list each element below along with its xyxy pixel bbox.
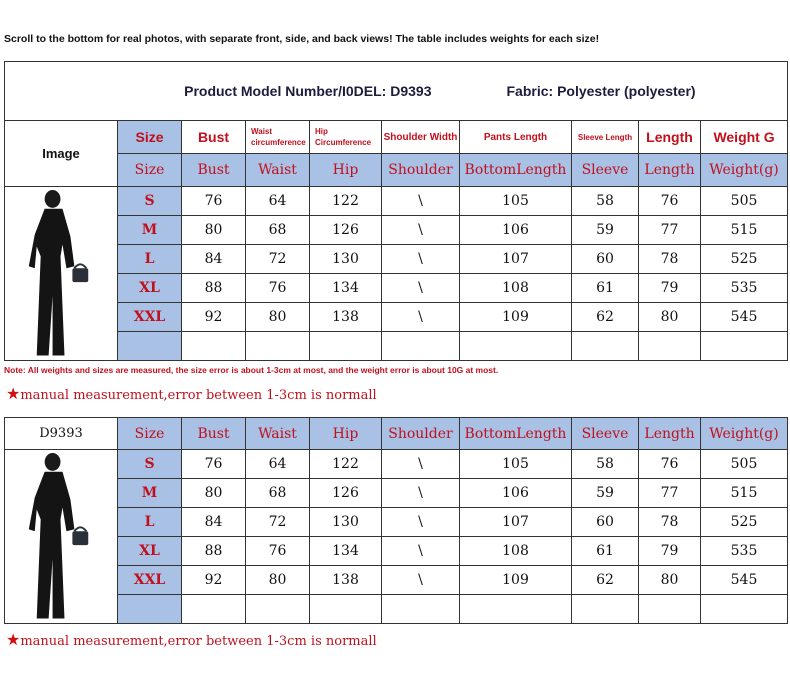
- bust-cell: 92: [182, 303, 246, 332]
- empty-cell: [460, 595, 572, 624]
- bottom-length-cell: 106: [460, 479, 572, 508]
- measurement-note: Note: All weights and sizes are measured, the size error is about 1-3cm at most, and the weight error is about 10G at most.: [4, 365, 499, 375]
- length-cell: 76: [639, 187, 701, 216]
- header-bottom-length: BottomLength: [460, 418, 572, 450]
- length-cell: 78: [639, 508, 701, 537]
- shoulder-cell: \: [382, 303, 460, 332]
- shoulder-cell: \: [382, 245, 460, 274]
- bust-cell: 76: [182, 450, 246, 479]
- header-length: Length: [639, 418, 701, 450]
- table-row: [5, 566, 788, 595]
- length-cell: 79: [639, 537, 701, 566]
- header-waist: Waist: [246, 154, 310, 187]
- model-label-cell: D9393: [5, 418, 118, 450]
- waist-cell: 76: [246, 537, 310, 566]
- size-chart-table-2: [4, 417, 788, 624]
- empty-cell: [639, 595, 701, 624]
- waist-cell: 80: [246, 566, 310, 595]
- product-photo: [5, 187, 118, 361]
- length-cell: 76: [639, 450, 701, 479]
- bust-cell: 76: [182, 187, 246, 216]
- empty-cell: [460, 332, 572, 361]
- manual-note-text: manual measurement,error between 1-3cm is normall: [20, 388, 377, 403]
- header-shoulder: Shoulder: [382, 418, 460, 450]
- header-sleeve: Sleeve: [572, 418, 639, 450]
- bottom-length-cell: 107: [460, 245, 572, 274]
- hip-cell: 122: [310, 187, 382, 216]
- header-waist: Waist: [246, 418, 310, 450]
- empty-cell: [701, 332, 788, 361]
- weight-cell: 515: [701, 479, 788, 508]
- hip-cell: 138: [310, 303, 382, 332]
- table-row: [5, 450, 788, 479]
- manual-note-2: [6, 630, 377, 649]
- header-bust: Bust: [182, 154, 246, 187]
- empty-cell: [572, 595, 639, 624]
- empty-cell: [246, 332, 310, 361]
- manual-note-1: [6, 384, 377, 403]
- waist-cell: 80: [246, 303, 310, 332]
- header-shoulder-en: Shoulder Width: [382, 121, 460, 154]
- waist-cell: 72: [246, 508, 310, 537]
- header-length-en: Length: [639, 121, 701, 154]
- bottom-length-cell: 108: [460, 537, 572, 566]
- size-cell: S: [118, 450, 182, 479]
- table-row: [5, 216, 788, 245]
- empty-cell: [246, 595, 310, 624]
- waist-cell: 68: [246, 216, 310, 245]
- length-cell: 78: [639, 245, 701, 274]
- empty-cell: [701, 595, 788, 624]
- image-column-header: Image: [5, 121, 118, 187]
- sleeve-cell: 59: [572, 479, 639, 508]
- table-row: [5, 303, 788, 332]
- shoulder-cell: \: [382, 450, 460, 479]
- hip-cell: 130: [310, 508, 382, 537]
- header-weight: Weight(g): [701, 154, 788, 187]
- empty-cell: [310, 332, 382, 361]
- bust-cell: 84: [182, 245, 246, 274]
- header-waist-en: Waist circumference: [246, 121, 310, 154]
- weight-cell: 535: [701, 537, 788, 566]
- hip-cell: 122: [310, 450, 382, 479]
- table-row: [5, 479, 788, 508]
- hip-cell: 134: [310, 274, 382, 303]
- model-number-label: Product Model Number/I0DEL: D9393: [184, 83, 432, 99]
- weight-cell: 525: [701, 508, 788, 537]
- bust-cell: 88: [182, 274, 246, 303]
- weight-cell: 545: [701, 566, 788, 595]
- waist-cell: 72: [246, 245, 310, 274]
- header-size: Size: [118, 154, 182, 187]
- weight-cell: 505: [701, 450, 788, 479]
- product-title-cell: [5, 62, 788, 121]
- empty-row: [5, 595, 788, 624]
- fabric-label: Fabric: Polyester (polyester): [506, 83, 696, 99]
- length-cell: 77: [639, 216, 701, 245]
- size-chart-table-1: [4, 61, 788, 361]
- header-shoulder: Shoulder: [382, 154, 460, 187]
- table-row: [5, 537, 788, 566]
- hip-cell: 138: [310, 566, 382, 595]
- header-sleeve-en: Sleeve Length: [572, 121, 639, 154]
- size-cell: M: [118, 216, 182, 245]
- sleeve-cell: 59: [572, 216, 639, 245]
- header-sleeve: Sleeve: [572, 154, 639, 187]
- header-size-en: Size: [118, 121, 182, 154]
- waist-cell: 76: [246, 274, 310, 303]
- header-hip: Hip: [310, 154, 382, 187]
- size-cell: XXL: [118, 566, 182, 595]
- header-hip: Hip: [310, 418, 382, 450]
- size-cell: XL: [118, 274, 182, 303]
- shoulder-cell: \: [382, 537, 460, 566]
- size-cell: L: [118, 508, 182, 537]
- empty-cell: [382, 595, 460, 624]
- weight-cell: 505: [701, 187, 788, 216]
- bust-cell: 80: [182, 216, 246, 245]
- sleeve-cell: 61: [572, 537, 639, 566]
- jumpsuit-photo-icon: [5, 450, 117, 622]
- bottom-length-cell: 109: [460, 566, 572, 595]
- empty-cell: [182, 595, 246, 624]
- length-cell: 80: [639, 566, 701, 595]
- table-row: [5, 187, 788, 216]
- header-size: Size: [118, 418, 182, 450]
- bust-cell: 92: [182, 566, 246, 595]
- empty-cell: [639, 332, 701, 361]
- size-cell: XL: [118, 537, 182, 566]
- header-hip-en: Hip Circumference: [310, 121, 382, 154]
- hip-cell: 126: [310, 479, 382, 508]
- sleeve-cell: 58: [572, 450, 639, 479]
- weight-cell: 535: [701, 274, 788, 303]
- sleeve-cell: 61: [572, 274, 639, 303]
- length-cell: 77: [639, 479, 701, 508]
- bust-cell: 88: [182, 537, 246, 566]
- bottom-length-cell: 105: [460, 450, 572, 479]
- sleeve-cell: 62: [572, 303, 639, 332]
- shoulder-cell: \: [382, 508, 460, 537]
- empty-cell: [572, 332, 639, 361]
- size-cell: M: [118, 479, 182, 508]
- hip-cell: 126: [310, 216, 382, 245]
- sleeve-cell: 62: [572, 566, 639, 595]
- hip-cell: 134: [310, 537, 382, 566]
- product-photo: [5, 450, 118, 624]
- manual-note-text: manual measurement,error between 1-3cm is normall: [20, 634, 377, 649]
- waist-cell: 68: [246, 479, 310, 508]
- bottom-length-cell: 106: [460, 216, 572, 245]
- header-pants-length-en: Pants Length: [460, 121, 572, 154]
- weight-cell: 525: [701, 245, 788, 274]
- empty-cell: [310, 595, 382, 624]
- bottom-length-cell: 108: [460, 274, 572, 303]
- waist-cell: 64: [246, 450, 310, 479]
- size-cell: L: [118, 245, 182, 274]
- empty-row: [5, 332, 788, 361]
- bottom-length-cell: 105: [460, 187, 572, 216]
- size-cell: XXL: [118, 303, 182, 332]
- size-cell: S: [118, 187, 182, 216]
- top-note: Scroll to the bottom for real photos, with separate front, side, and back views! The table includes weights for each size!: [4, 33, 600, 45]
- bust-cell: 84: [182, 508, 246, 537]
- header-weight: Weight(g): [701, 418, 788, 450]
- bottom-length-cell: 109: [460, 303, 572, 332]
- empty-cell: [382, 332, 460, 361]
- empty-size-cell: [118, 595, 182, 624]
- table-row: [5, 508, 788, 537]
- sleeve-cell: 58: [572, 187, 639, 216]
- shoulder-cell: \: [382, 187, 460, 216]
- empty-size-cell: [118, 332, 182, 361]
- bust-cell: 80: [182, 479, 246, 508]
- weight-cell: 515: [701, 216, 788, 245]
- bottom-length-cell: 107: [460, 508, 572, 537]
- star-icon: ★: [6, 630, 21, 649]
- shoulder-cell: \: [382, 216, 460, 245]
- header-bust-en: Bust: [182, 121, 246, 154]
- sleeve-cell: 60: [572, 508, 639, 537]
- shoulder-cell: \: [382, 566, 460, 595]
- table-row: [5, 245, 788, 274]
- hip-cell: 130: [310, 245, 382, 274]
- shoulder-cell: \: [382, 479, 460, 508]
- empty-cell: [182, 332, 246, 361]
- table-row: [5, 274, 788, 303]
- weight-cell: 545: [701, 303, 788, 332]
- jumpsuit-photo-icon: [5, 187, 117, 359]
- header-bottom-length: BottomLength: [460, 154, 572, 187]
- header-bust: Bust: [182, 418, 246, 450]
- shoulder-cell: \: [382, 274, 460, 303]
- length-cell: 79: [639, 274, 701, 303]
- waist-cell: 64: [246, 187, 310, 216]
- sleeve-cell: 60: [572, 245, 639, 274]
- header-weight-en: Weight G: [701, 121, 788, 154]
- length-cell: 80: [639, 303, 701, 332]
- star-icon: ★: [6, 384, 21, 403]
- header-length: Length: [639, 154, 701, 187]
